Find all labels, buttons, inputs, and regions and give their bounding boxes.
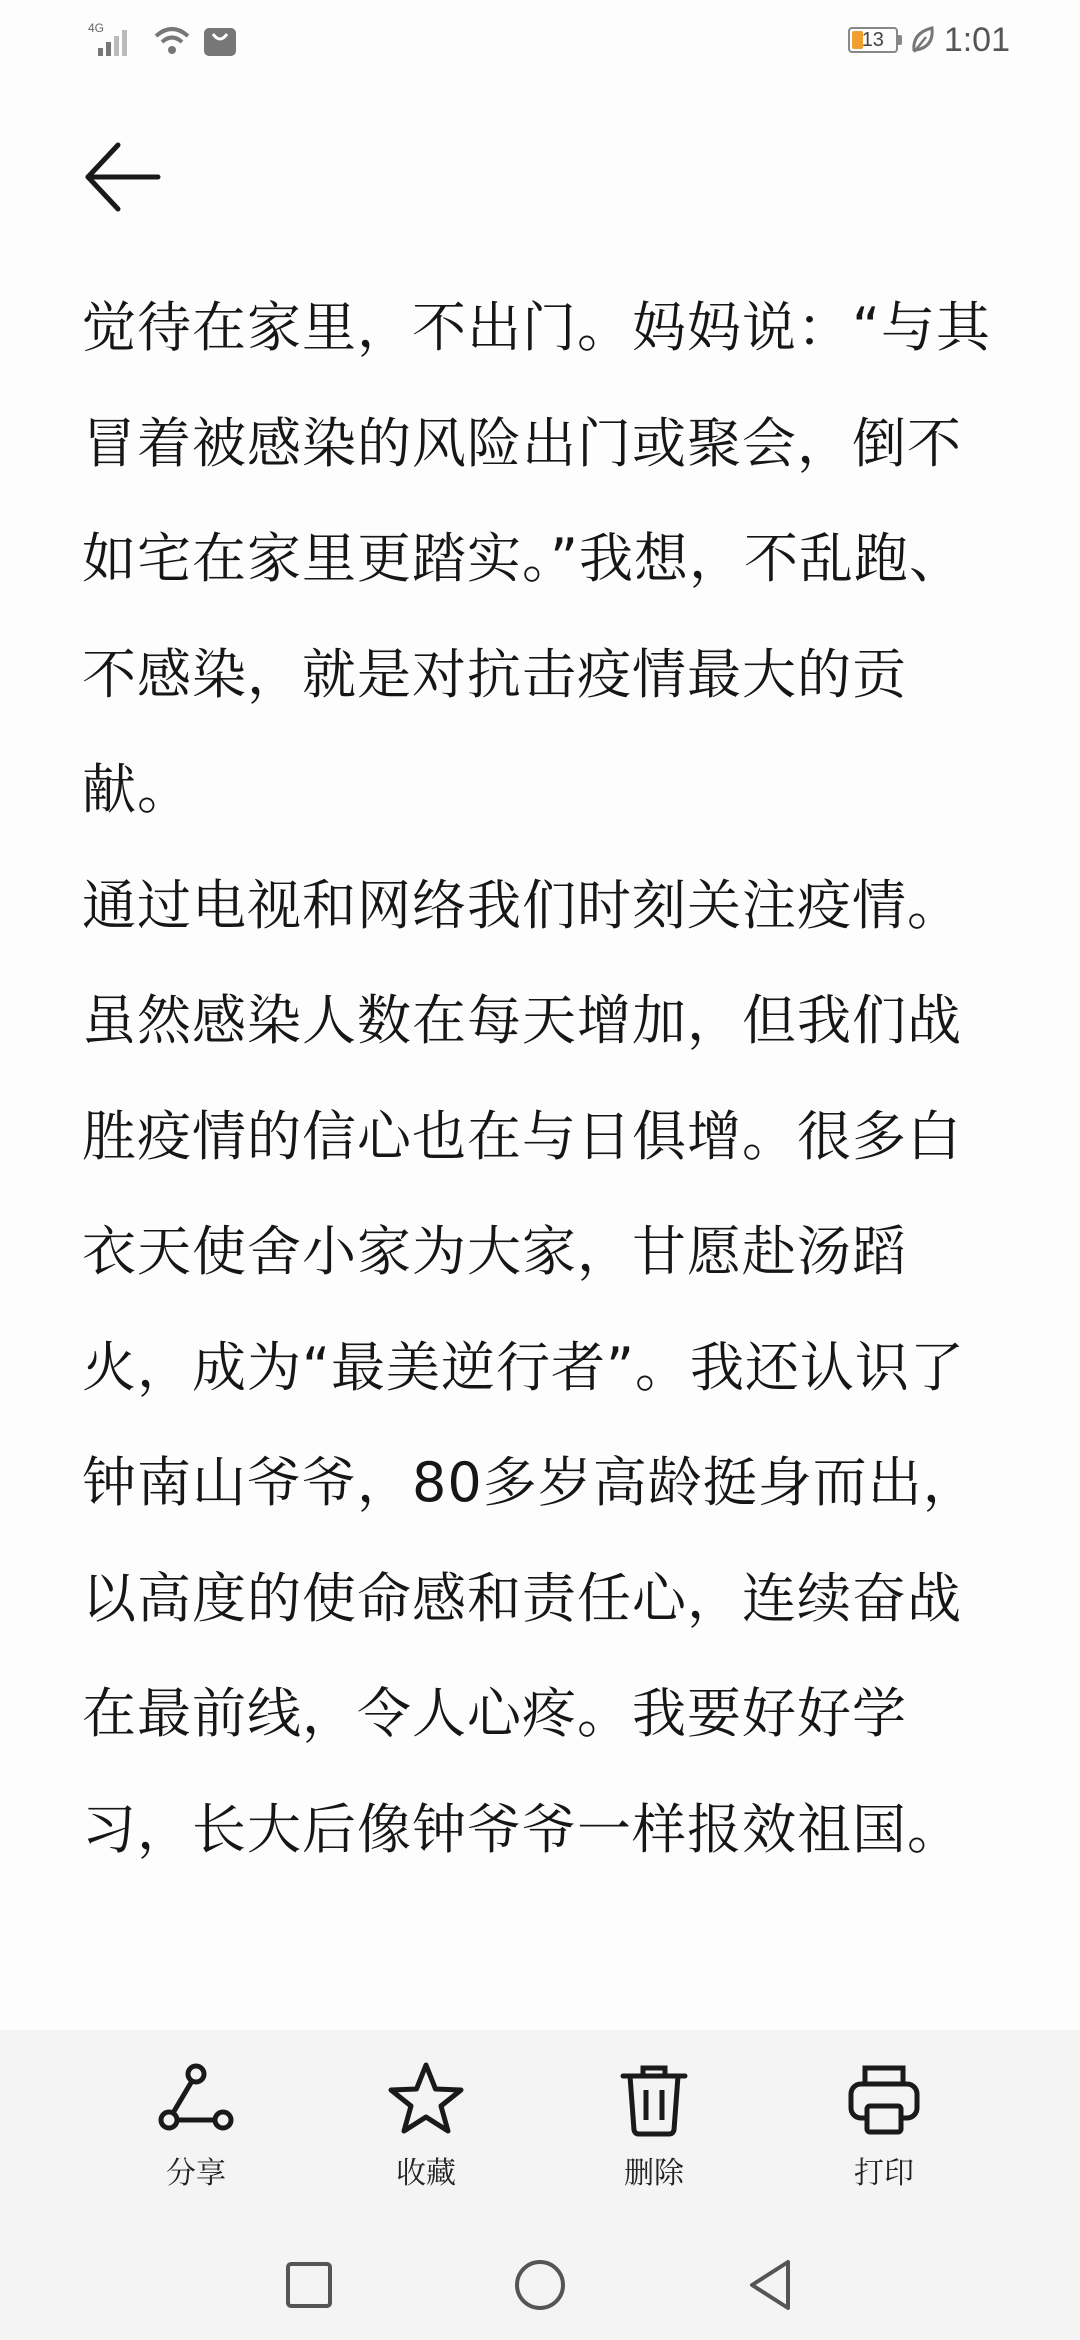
print-label: 打印 [854,2156,914,2191]
article-paragraph-2: 通过电视和网络我们时刻关注疫情。虽然感染人数在每天增加，但我们战胜疫情的信心也在与日俱增。很多白衣天使舍小家为大家，甘愿赴汤蹈火，成为“最美逆行者”。我还认识了钟南山爷爷，80多岁高龄挺身而出，以高度的使命感和责任心，连续奋战在最前线，令人心疼。我要好好学习，长大后像钟爷爷一样报效祖国。 [82,873,978,1861]
favorite-label: 收藏 [396,2156,456,2191]
nav-recents-button[interactable] [276,2252,342,2318]
status-right [848,18,1010,62]
nav-back-button[interactable] [738,2252,804,2318]
status-bar [0,0,1080,80]
favorite-button[interactable] [346,2060,506,2210]
battery-level: 13 [861,28,884,51]
printer-icon [845,2060,923,2138]
battery-tip [898,35,902,45]
nav-home-button[interactable] [507,2252,573,2318]
clock-time: 1:01 [943,20,1010,59]
battery-icon [848,27,898,53]
delete-label: 删除 [624,2156,684,2191]
bottom-toolbar [0,2030,1080,2230]
article-content[interactable] [82,270,1002,2030]
star-icon [387,2060,465,2138]
trash-icon [615,2060,693,2138]
circle-icon [507,2252,573,2318]
leaf-icon [910,25,936,55]
status-left [86,18,238,62]
arrow-left-icon [80,135,170,225]
network-type-label: 4G [88,21,105,35]
wifi-icon [152,22,192,58]
square-icon [276,2252,342,2318]
signal-icon [86,20,142,60]
share-icon [157,2060,235,2138]
system-nav-bar [0,2230,1080,2340]
print-button[interactable] [804,2060,964,2210]
store-icon [202,22,238,58]
share-label: 分享 [166,2156,226,2191]
delete-button[interactable] [574,2060,734,2210]
back-button[interactable] [80,135,170,225]
triangle-back-icon [738,2252,804,2318]
article-paragraph-1: 觉待在家里，不出门。妈妈说：“与其冒着被感染的风险出门或聚会，倒不如宅在家里更踏实。”我想，不乱跑、不感染，就是对抗击疫情最大的贡献。 [82,296,991,821]
share-button[interactable] [116,2060,276,2210]
